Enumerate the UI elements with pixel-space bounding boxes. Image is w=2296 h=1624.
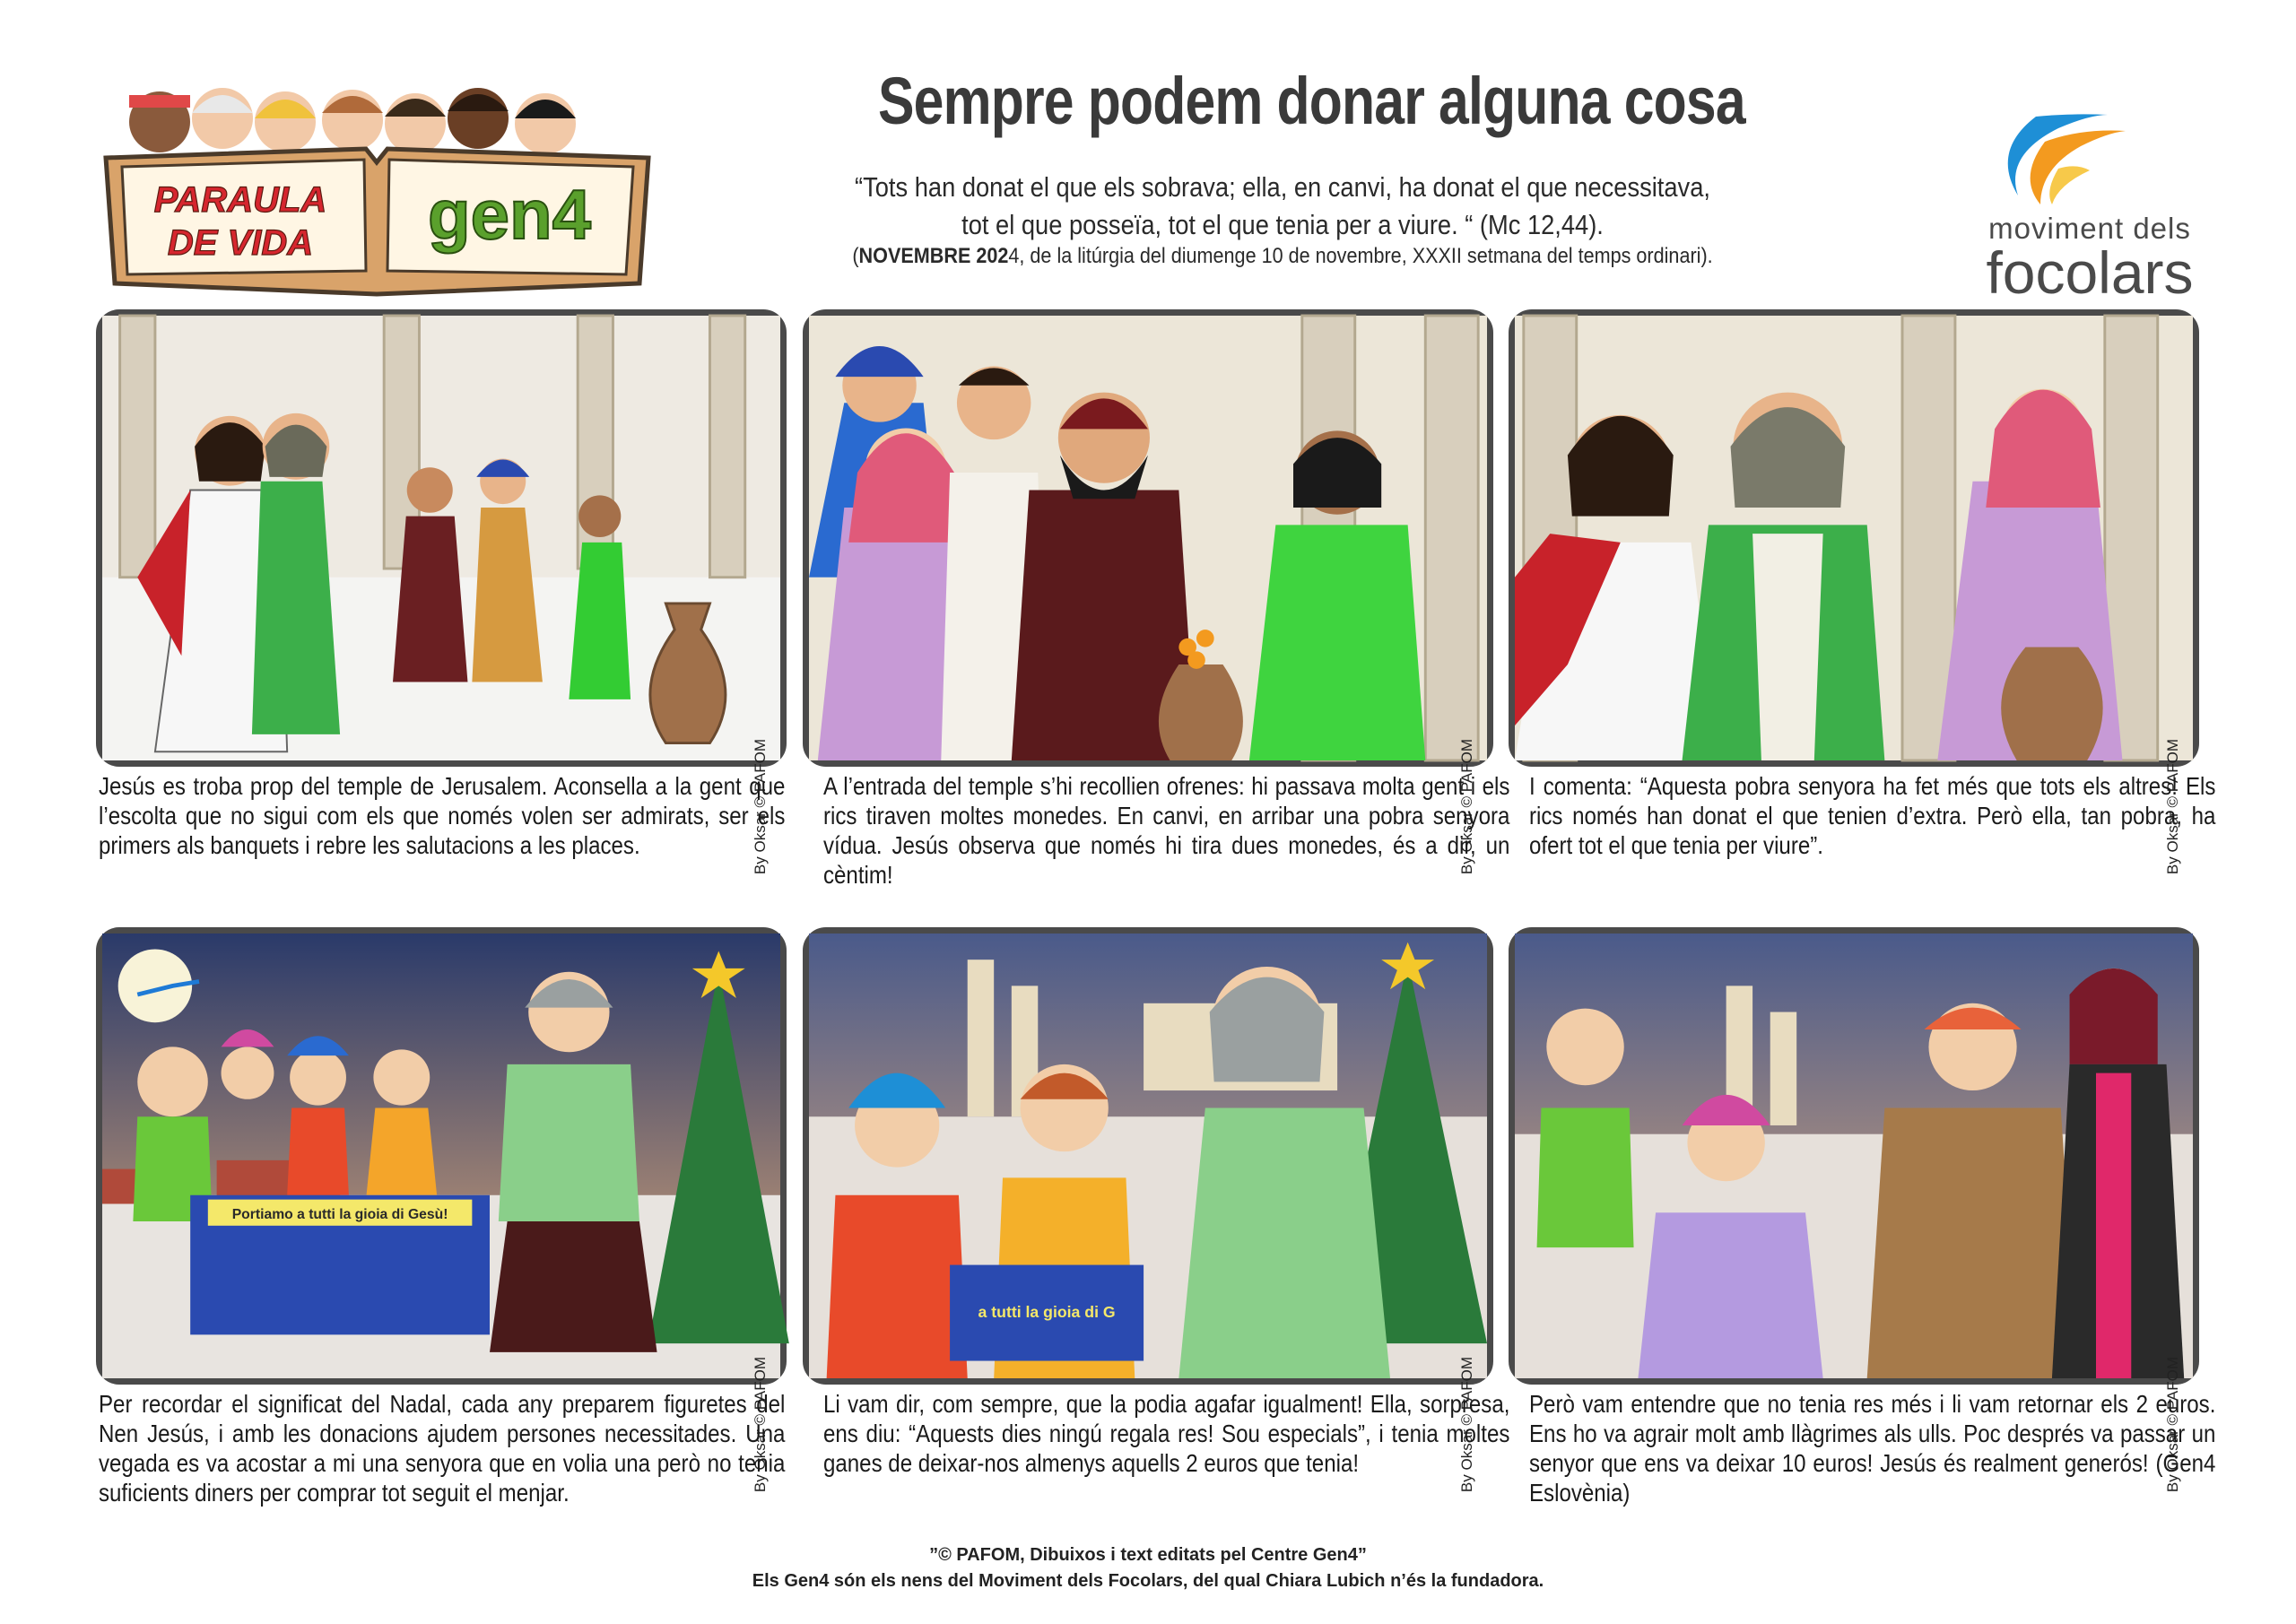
panel-4-illustration [102, 934, 780, 1378]
panel-2-credit: By Oksar © PAFOM [1458, 739, 1475, 875]
paraula-de-vida-gen4-logo [97, 59, 662, 301]
panel-6-credit: By Oksar © PAFOM [2164, 1357, 2181, 1493]
quote-line-2: tot el que posseïa, tot el que tenia per a viure. “ (Mc 12,44). [961, 209, 1604, 240]
panel-4-caption: Per recordar el significat del Nadal, cada any preparem figuretes del Nen Jesús, i amb les donacions ajudem persones necessitades. Una vegada es va acostar a mi una senyora que en volia una però no tenia suficients diners per comprar tot seguit el menjar. [99, 1390, 786, 1507]
scripture-quote [848, 169, 1717, 244]
logo-text-paraula: PARAULA [153, 180, 327, 220]
footer-description: Els Gen4 són els nens del Moviment dels Focolars, del qual Chiara Lubich n’és la fundadora. [752, 1571, 1544, 1591]
liturgy-note-open: ( [852, 244, 859, 268]
panel-3-caption: I comenta: “Aquesta pobra senyora ha fet més que tots els altres! Els rics només han donat el que tenien d’extra. Però ella, tan pobra, ha ofert tot el que tenia per viure”. [1529, 772, 2216, 859]
panel-5-caption: Li vam dir, com sempre, que la podia agafar igualment! Ella, sorpresa, ens diu: “Aquests dies ningú regala res! Sou especials”, i tenia moltes ganes de deixar-nos almenys aquells 2 euros que tenia! [823, 1390, 1510, 1477]
logo-text-de-vida: DE VIDA [167, 223, 314, 263]
panel-1-illustration [102, 316, 780, 760]
panel-1-credit: By Oksar © PAFOM [752, 739, 769, 875]
liturgy-note-month: NOVEMBRE 202 [858, 244, 1009, 268]
panel-3-illustration [1515, 316, 2193, 760]
org-name-line-1: moviment dels [1988, 212, 2191, 245]
panel-4-credit: By Oksar © PAFOM [752, 1357, 769, 1493]
panel-5-illustration [809, 934, 1487, 1378]
panel-6-caption: Però vam entendre que no tenia res més i li vam retornar els 2 euros. Ens ho va agrair molt amb llàgrimes als ulls. Poc després va passar un senyor que ens va deixar 10 euros! Jesús és realment generós! (Gen4 Eslovènia) [1529, 1390, 2216, 1507]
org-name-line-2: focolars [1986, 239, 2194, 306]
footer-copyright: ”© PAFOM, Dibuixos i text editats pel Centre Gen4” [929, 1545, 1367, 1565]
panel-4-banner-text: Portiamo a tutti la gioia di Gesù! [231, 1207, 448, 1223]
panel-3-credit: By Oksar © PAFOM [2164, 739, 2181, 875]
panel-5-banner-text: a tutti la gioia di G [978, 1302, 1116, 1321]
panel-6-illustration [1515, 934, 2193, 1378]
page-title: Sempre podem donar alguna cosa [878, 64, 1745, 138]
liturgy-note [814, 244, 1751, 269]
logo-text-gen4: gen4 [427, 175, 592, 254]
liturgy-note-rest: 4, de la litúrgia del diumenge 10 de novembre, XXXII setmana del temps ordinari). [1008, 244, 1713, 268]
panel-5-credit: By Oksar © PAFOM [1458, 1357, 1475, 1493]
children-heads-illustration [129, 88, 576, 154]
panel-2-illustration [809, 316, 1487, 760]
panel-2-caption: A l’entrada del temple s’hi recollien ofrenes: hi passava molta gent i els rics tiraven moltes monedes. En canvi, en arribar una pobra senyora vídua. Jesús observa que només hi tira dues monedes, és a dir, un cèntim! [823, 772, 1510, 889]
quote-line-1: “Tots han donat el que els sobrava; ella, en canvi, ha donat el que necessitava, [855, 171, 1710, 203]
panel-1-caption: Jesús es troba prop del temple de Jerusalem. Aconsella a la gent que l’escolta que no sigui com els que només volen ser admirats, ser els primers als banquets i rebre les salutacions a les places. [99, 772, 786, 859]
